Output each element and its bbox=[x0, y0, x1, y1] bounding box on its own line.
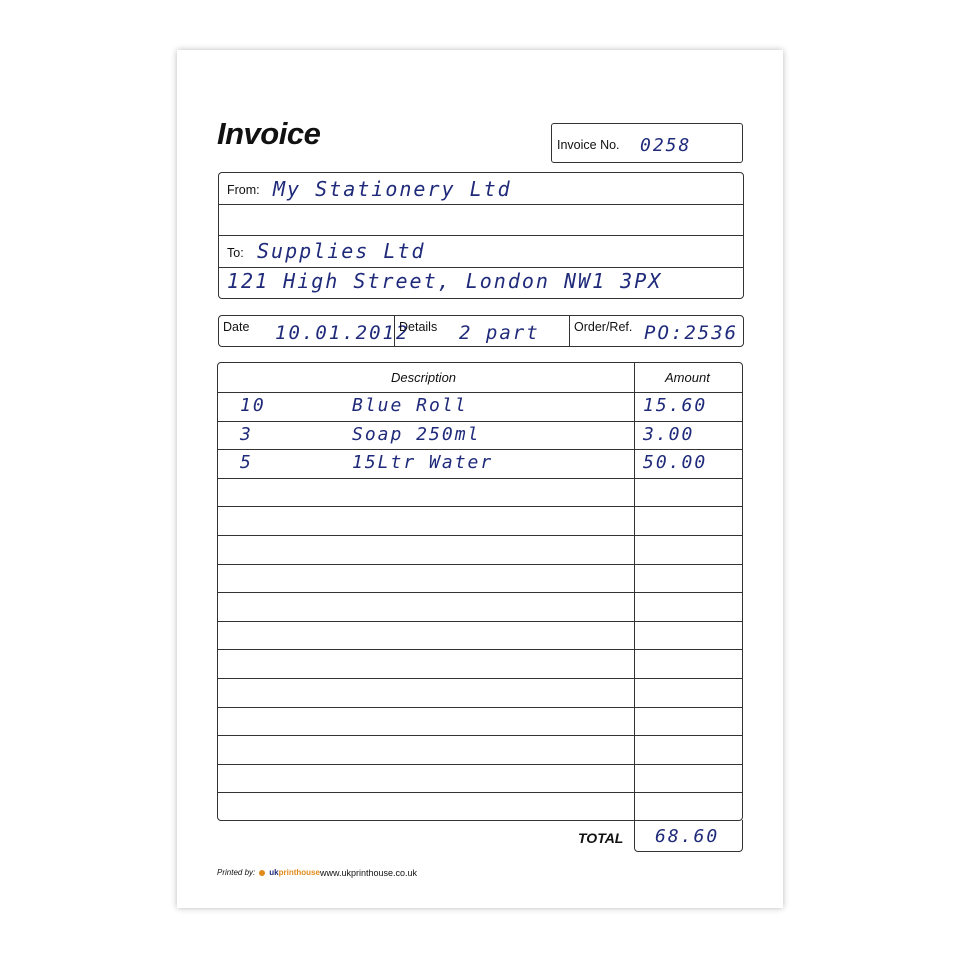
invoice-number-box bbox=[551, 123, 743, 163]
total-label: TOTAL bbox=[578, 830, 624, 846]
row-divider bbox=[218, 707, 742, 708]
item-description: 15Ltr Water bbox=[352, 452, 494, 474]
printed-by-label: Printed by: bbox=[217, 868, 256, 877]
item-description: Blue Roll bbox=[352, 395, 468, 416]
row-divider bbox=[218, 592, 742, 593]
to-address: 121 High Street, London NW1 3PX bbox=[227, 269, 663, 293]
address-block bbox=[218, 172, 744, 299]
meta-row bbox=[218, 315, 744, 347]
order-value: PO:2536 bbox=[644, 322, 739, 344]
total-value: 68.60 bbox=[655, 826, 720, 847]
row-divider bbox=[218, 421, 742, 422]
item-description: Soap 250ml bbox=[352, 423, 481, 445]
row-divider bbox=[218, 764, 742, 765]
brand-name: ukprinthouse bbox=[269, 868, 320, 877]
website-link: www.ukprinthouse.co.uk bbox=[320, 868, 418, 878]
invoice-number-value: 0258 bbox=[640, 135, 692, 156]
item-amount: 15.60 bbox=[643, 395, 708, 416]
row-divider bbox=[218, 621, 742, 622]
row-divider bbox=[218, 735, 742, 736]
brand-logo-icon bbox=[259, 870, 265, 876]
description-header: Description bbox=[391, 370, 457, 385]
date-label: Date bbox=[223, 320, 250, 334]
row-divider bbox=[218, 478, 742, 479]
item-quantity: 3 bbox=[240, 423, 253, 445]
row-divider bbox=[218, 678, 742, 679]
order-cell bbox=[569, 316, 744, 346]
date-value: 10.01.2012 bbox=[275, 322, 410, 344]
from-label: From: bbox=[227, 183, 260, 197]
printed-by bbox=[217, 868, 320, 877]
row-divider bbox=[218, 649, 742, 650]
item-quantity: 10 bbox=[240, 395, 266, 416]
row-divider bbox=[218, 564, 742, 565]
invoice-title: Invoice bbox=[217, 116, 321, 151]
item-amount: 50.00 bbox=[643, 452, 708, 474]
details-value: 2 part bbox=[459, 322, 540, 344]
to-name: Supplies Ltd bbox=[257, 239, 426, 263]
row-divider bbox=[218, 792, 742, 793]
details-label: Details bbox=[399, 320, 438, 334]
row-divider bbox=[218, 535, 742, 536]
item-quantity: 5 bbox=[240, 452, 253, 474]
row-divider bbox=[218, 449, 742, 450]
from-row bbox=[219, 173, 743, 205]
items-table bbox=[217, 362, 743, 821]
details-cell bbox=[394, 316, 570, 346]
to-row bbox=[219, 236, 743, 268]
to-label: To: bbox=[227, 246, 244, 260]
table-header bbox=[218, 363, 742, 393]
item-amount: 3.00 bbox=[643, 423, 695, 445]
amount-header: Amount bbox=[665, 370, 710, 385]
row-divider bbox=[218, 506, 742, 507]
to-address-row bbox=[219, 267, 743, 298]
date-cell bbox=[219, 316, 410, 346]
from-line2-row bbox=[219, 204, 743, 236]
order-label: Order/Ref. bbox=[574, 320, 633, 334]
invoice-number-label: Invoice No. bbox=[557, 138, 620, 152]
from-name: My Stationery Ltd bbox=[273, 177, 512, 201]
